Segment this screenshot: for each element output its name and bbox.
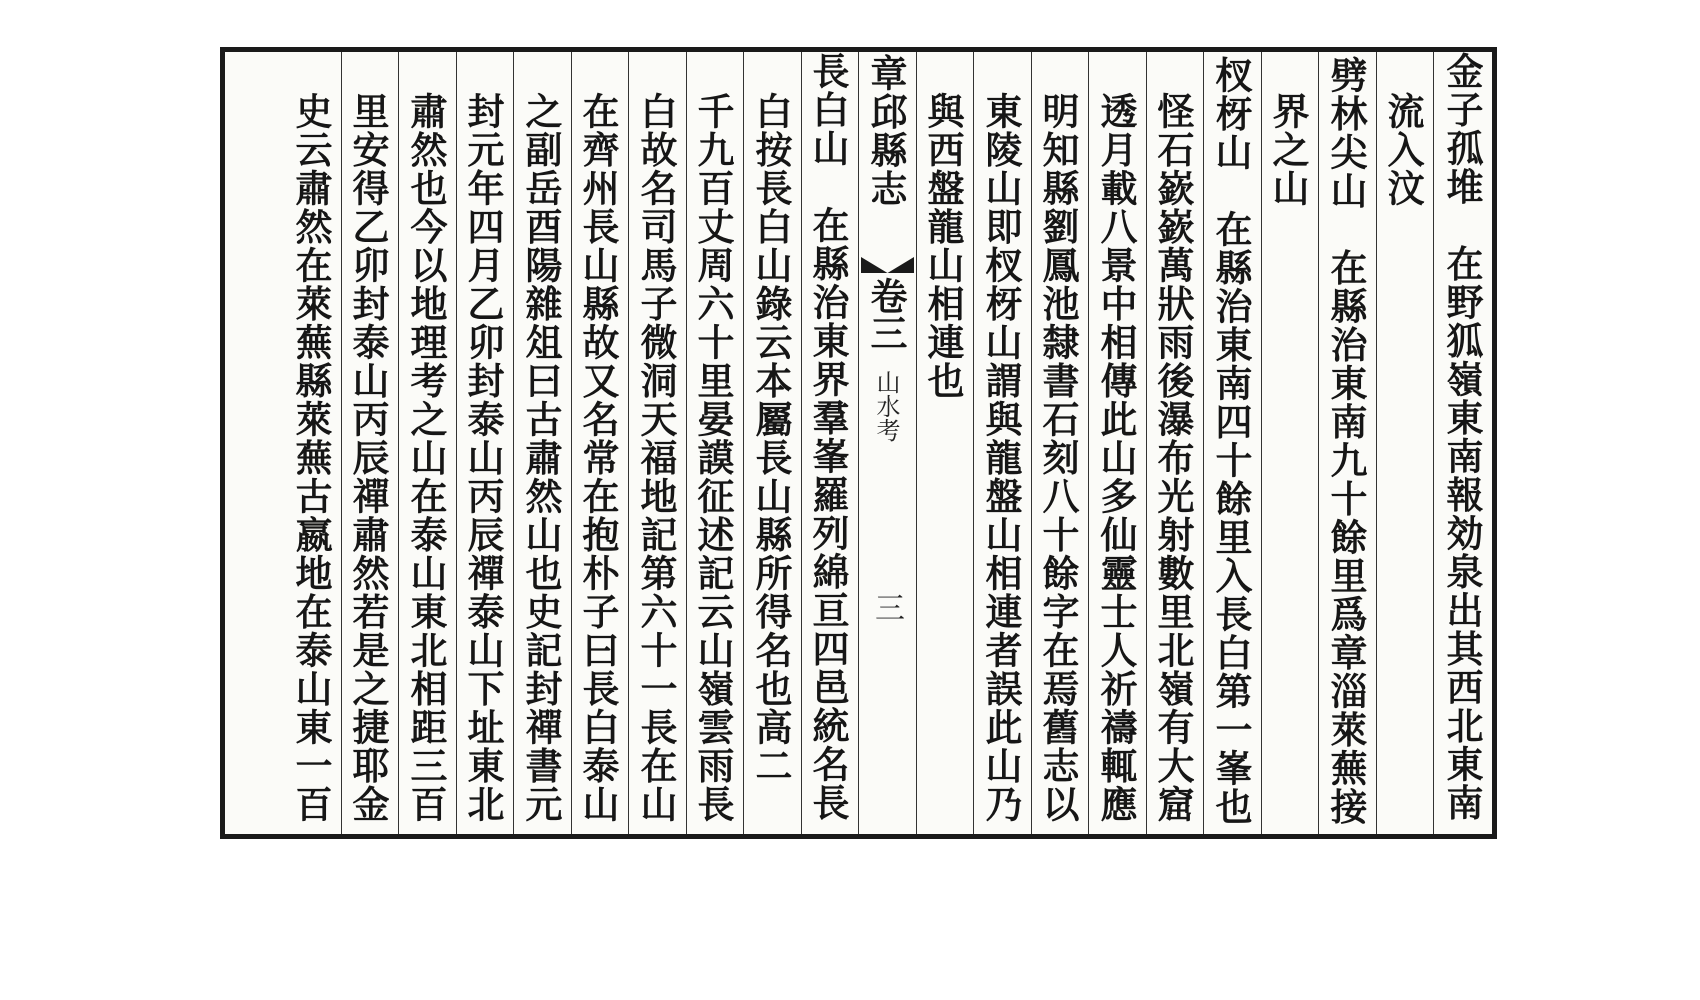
fold-page-number: 三 — [869, 592, 904, 622]
text-column-r9 — [974, 52, 1032, 834]
page-frame — [220, 47, 1497, 839]
text-column-l2 — [744, 52, 802, 834]
column-text: 白故名司馬子微洞天福地記第六十一長在山 — [634, 92, 678, 824]
text-column-l9 — [342, 52, 399, 834]
text-column-l5 — [572, 52, 629, 834]
text-column-l6 — [514, 52, 572, 834]
text-column-l8 — [399, 52, 457, 834]
text-column-r7 — [1089, 52, 1147, 834]
fold-section-label: 山水考 — [872, 370, 900, 442]
fold-volume-label: 卷三 — [864, 277, 908, 351]
column-text: 金子孤堆 在野狐嶺東南報効泉出其西北東南 — [1440, 52, 1484, 822]
column-text: 東陵山即杈枒山謂與龍盤山相連者誤此山乃 — [979, 92, 1023, 824]
column-text: 怪石嶔嶔萬狀雨後瀑布光射數里北嶺有大窟 — [1151, 92, 1195, 824]
text-column-l1 — [802, 52, 859, 834]
column-text: 肅然也今以地理考之山在泰山東北相距三百 — [404, 92, 448, 824]
column-text: 透月載八景中相傳此山多仙靈士人祈禱輒應 — [1094, 92, 1138, 824]
text-column-r1 — [1434, 52, 1492, 834]
text-column-l3 — [687, 52, 744, 834]
text-column-r4 — [1262, 52, 1319, 834]
column-text: 明知縣劉鳳池隸書石刻八十餘字在焉舊志以 — [1036, 92, 1080, 824]
column-text: 界之山 — [1266, 92, 1310, 208]
text-column-l4 — [629, 52, 687, 834]
text-column-l7 — [457, 52, 514, 834]
column-text: 流入汶 — [1381, 92, 1425, 208]
column-text: 劈林尖山 在縣治東南九十餘里爲章淄萊蕪接 — [1324, 56, 1368, 826]
fold-book-title: 章邱縣志 — [864, 54, 908, 208]
column-text: 之副岳酉陽雜俎曰古肅然山也史記封禪書元 — [519, 92, 563, 824]
text-column-r2 — [1377, 52, 1434, 834]
column-text: 里安得乙卯封泰山丙辰禪肅然若是之捷耶金 — [346, 92, 390, 824]
text-column-r6 — [1147, 52, 1204, 834]
column-text: 史云肅然在萊蕪縣萊蕪古嬴地在泰山東一百 — [289, 92, 333, 824]
text-column-r3 — [1319, 52, 1377, 834]
column-text: 在齊州長山縣故又名常在抱朴子曰長白泰山 — [576, 92, 620, 824]
column-text: 杈枒山 在縣治東南四十餘里入長白第一峯也 — [1209, 56, 1253, 826]
column-text: 白按長白山錄云本屬長山縣所得名也高二 — [749, 92, 793, 785]
column-text: 與西盤龍山相連也 — [921, 92, 965, 400]
fish-tail-mark — [861, 257, 914, 273]
column-text: 封元年四月乙卯封泰山丙辰禪泰山下址東北 — [461, 92, 505, 824]
column-text: 長白山 在縣治東界羣峯羅列綿亘四邑統名長 — [806, 52, 850, 822]
column-text: 千九百丈周六十里晏謨征述記云山嶺雲雨長 — [691, 92, 735, 824]
text-column-r8 — [1032, 52, 1089, 834]
text-column-r5 — [1204, 52, 1262, 834]
text-column-r10 — [917, 52, 974, 834]
fold-column — [859, 52, 917, 834]
text-column-l10 — [284, 52, 342, 834]
